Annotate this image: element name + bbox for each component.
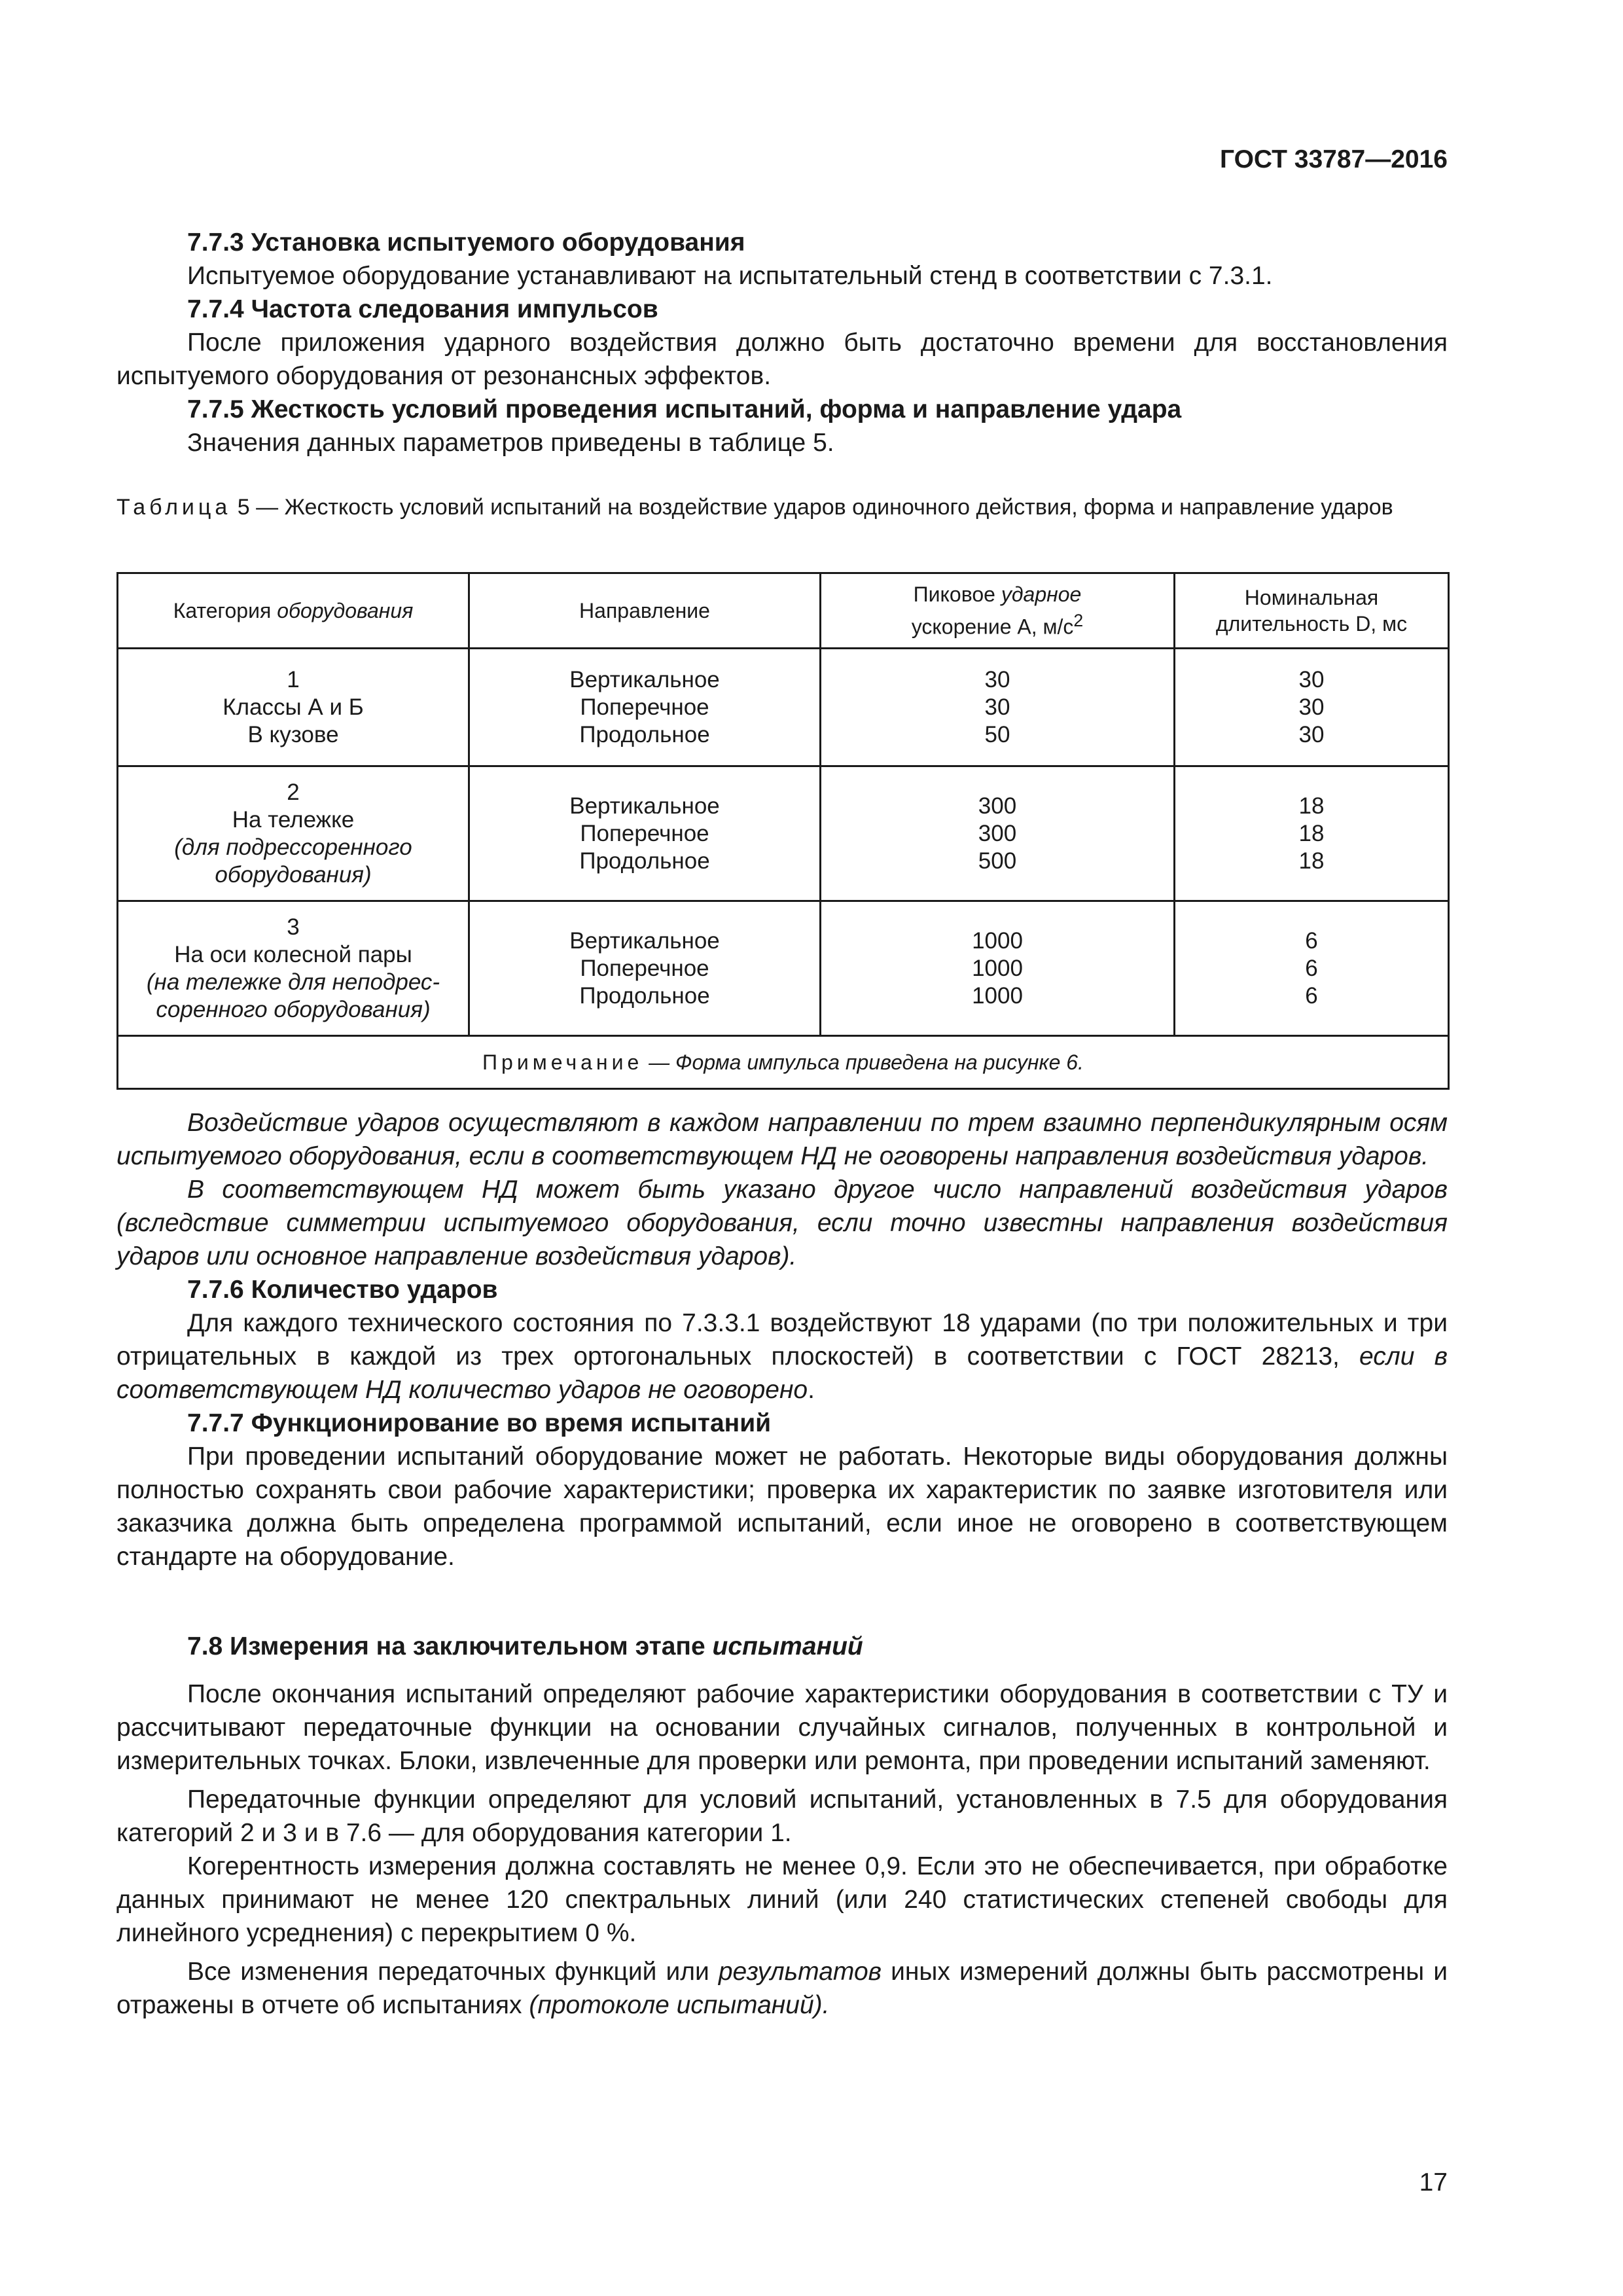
cell-directions	[469, 649, 821, 766]
cell-acceleration-line: 300	[978, 793, 1017, 819]
cell-category	[118, 901, 469, 1036]
table-caption-text: 5 — Жесткость условий испытаний на воздействие ударов одиночного действия, форма и направление ударов	[237, 495, 1393, 520]
table-row	[118, 649, 1449, 766]
table-row	[118, 901, 1449, 1036]
header-peak-acceleration: Пиковое ударное ускорение А, $м/с^2$	[821, 573, 1175, 649]
cell-category-line: 1	[287, 666, 300, 692]
header-duration: Номинальная длительность D, мс	[1175, 573, 1449, 649]
heading-7-7-3: 7.7.3 Установка испытуемого оборудования	[187, 228, 745, 257]
cell-directions-line: Продольное	[579, 848, 710, 874]
paragraph-7-8-3: Когерентность измерения должна составлять не менее 0,9. Если это не обеспечивается, при обработке данных принимают не менее 120 спектральных линий (или 240 статистических степеней свободы для линейного усреднения) с перекрытием 0 %.	[116, 1852, 1448, 1947]
cell-directions-line: Вертикальное	[569, 666, 720, 692]
cell-duration	[1175, 649, 1449, 766]
paragraph-7-8-2: Передаточные функции определяют для условий испытаний, установленных в 7.5 для оборудования категорий 2 и 3 и в 7.6 — для оборудования категории 1.	[116, 1785, 1448, 1847]
paragraph-7-7-5: Значения данных параметров приведены в таблице 5.	[187, 429, 834, 457]
cell-duration-line: 30	[1298, 666, 1325, 692]
heading-7-7-5: 7.7.5 Жесткость условий проведения испытаний, форма и направление удара	[187, 395, 1182, 423]
sections-after-table	[116, 1106, 1448, 1573]
paragraph-7-7-6: Для каждого технического состояния по 7.3.3.1 воздействуют 18 ударами (по три положительных и три отрицательных в каждой из трех ортогональных плоскостей) в соответствии с ГОСТ 28213, если в соответствующем НД количество ударов не оговорено.	[116, 1309, 1448, 1404]
paragraph-7-7-3: Испытуемое оборудование устанавливают на испытательный стенд в соответствии с 7.3.1.	[187, 262, 1273, 290]
cell-directions-line: Поперечное	[580, 820, 709, 846]
table-header-row	[118, 573, 1449, 649]
cell-acceleration	[821, 649, 1175, 766]
cell-acceleration-line: 30	[984, 694, 1010, 720]
cell-acceleration-line: 1000	[972, 927, 1023, 954]
cell-directions-line: Продольное	[579, 721, 710, 747]
cell-directions-line: Вертикальное	[569, 793, 720, 819]
cell-directions	[469, 766, 821, 901]
cell-acceleration-line: 1000	[972, 982, 1023, 1009]
table-note-row	[118, 1036, 1449, 1089]
header-category: Категория оборудования	[118, 573, 469, 649]
cell-duration-line: 6	[1305, 955, 1318, 981]
cell-category-note-line: (для подрессоренного	[174, 834, 412, 860]
paragraph-7-7-7: При проведении испытаний оборудование может не работать. Некоторые виды оборудования должны полностью сохранять свои рабочие характеристики; проверка их характеристик по заявке изготовителя или заказчика должна быть определена программой испытаний, если иное не оговорено в соответствующем стандарте на оборудование.	[116, 1443, 1448, 1571]
cell-duration-line: 18	[1298, 848, 1325, 874]
cell-duration-line: 30	[1298, 694, 1325, 720]
cell-acceleration-line: 30	[984, 666, 1010, 692]
paragraph-other-directions: В соответствующем НД может быть указано другое число направлений воздействия ударов (вследствие симметрии испытуемого оборудования, если точно известны направления воздействия ударов или основное направление воздействия ударов).	[116, 1175, 1448, 1270]
cell-category-line: На оси колесной пары	[174, 941, 412, 967]
table-note: Примечание — Форма импульса приведена на рисунке 6.	[118, 1036, 1449, 1089]
paragraph-7-8-1: После окончания испытаний определяют рабочие характеристики оборудования в соответствии с ТУ и рассчитывают передаточные функции на основании случайных сигналов, полученных в контрольной и измерительных точках. Блоки, извлеченные для проверки или ремонта, при проведении испытаний заменяют.	[116, 1680, 1448, 1775]
cell-acceleration-line: 1000	[972, 955, 1023, 981]
cell-directions-line: Поперечное	[580, 955, 709, 981]
page-number: 17	[1419, 2168, 1448, 2197]
cell-directions-line: Продольное	[579, 982, 710, 1009]
header-direction: Направление	[469, 573, 821, 649]
paragraph-impact-axes: Воздействие ударов осуществляют в каждом направлении по трем взаимно перпендикулярным осям испытуемого оборудования, если в соответствующем НД не оговорены направления воздействия ударов.	[116, 1109, 1448, 1170]
heading-7-7-4: 7.7.4 Частота следования импульсов	[187, 295, 658, 323]
cell-acceleration	[821, 766, 1175, 901]
table-row	[118, 766, 1449, 901]
cell-category-note-line: оборудования)	[215, 861, 372, 888]
table-caption	[116, 492, 1448, 522]
cell-directions-line: Поперечное	[580, 694, 709, 720]
cell-directions-line: Вертикальное	[569, 927, 720, 954]
cell-acceleration-line: 300	[978, 820, 1017, 846]
cell-duration-line: 30	[1298, 721, 1325, 747]
cell-category-line: Классы А и Б	[223, 694, 364, 720]
standard-header: ГОСТ 33787—2016	[1220, 145, 1448, 173]
cell-acceleration	[821, 901, 1175, 1036]
cell-category-line: 3	[287, 914, 300, 940]
cell-category-note-line: (на тележке для неподрес-	[146, 969, 440, 995]
cell-category-note-line: соренного оборудования)	[156, 996, 431, 1022]
sections-top	[116, 226, 1448, 459]
table-5	[116, 572, 1450, 1090]
cell-category	[118, 649, 469, 766]
section-7-8	[116, 1630, 1448, 2022]
cell-duration-line: 18	[1298, 793, 1325, 819]
cell-category-line: В кузове	[247, 721, 339, 747]
cell-acceleration-line: 500	[978, 848, 1017, 874]
cell-duration-line: 6	[1305, 927, 1318, 954]
cell-category-line: 2	[287, 779, 300, 805]
cell-duration	[1175, 901, 1449, 1036]
cell-duration-line: 6	[1305, 982, 1318, 1009]
heading-7-7-7: 7.7.7 Функционирование во время испытаний	[187, 1409, 772, 1437]
cell-category	[118, 766, 469, 901]
cell-category-line: На тележке	[232, 806, 355, 833]
heading-7-7-6: 7.7.6 Количество ударов	[187, 1276, 498, 1304]
document-page	[116, 0, 1448, 2296]
table-caption-label: Таблица	[116, 495, 232, 520]
cell-directions	[469, 901, 821, 1036]
heading-7-8: 7.8 Измерения на заключительном этапе испытаний	[187, 1632, 863, 1660]
cell-duration-line: 18	[1298, 820, 1325, 846]
cell-acceleration-line: 50	[984, 721, 1010, 747]
cell-duration	[1175, 766, 1449, 901]
paragraph-7-7-4: После приложения ударного воздействия должно быть достаточно времени для восстановления испытуемого оборудования от резонансных эффектов.	[116, 329, 1448, 390]
paragraph-7-8-4: Все изменения передаточных функций или результатов иных измерений должны быть рассмотрены и отражены в отчете об испытаниях (протоколе испытаний).	[116, 1958, 1448, 2019]
